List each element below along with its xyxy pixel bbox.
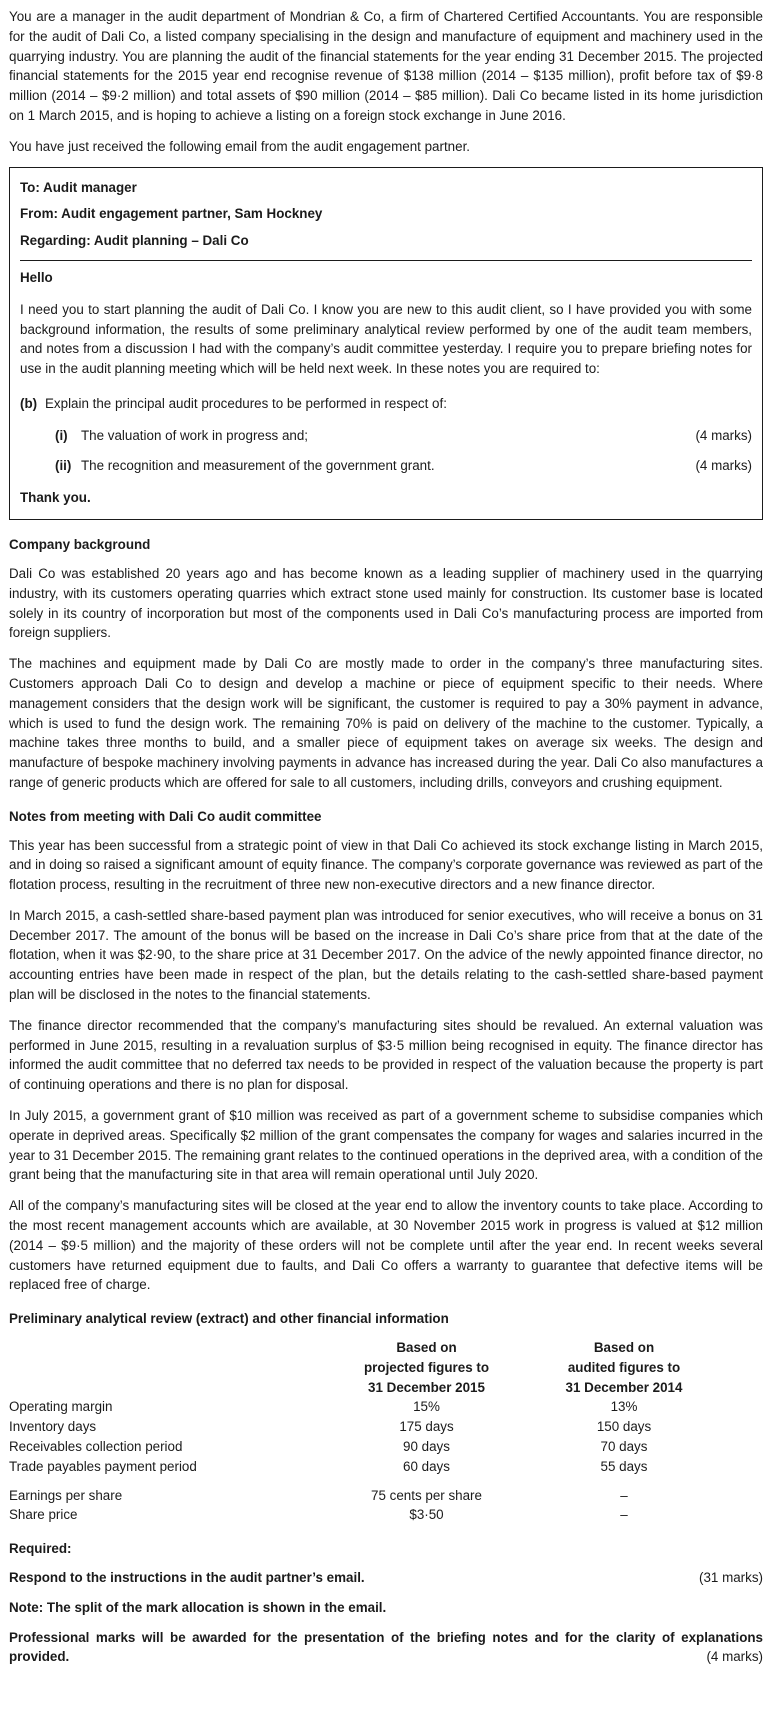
table-header-row: [9, 1338, 763, 1397]
committee-notes-paragraph-4: In July 2015, a government grant of $10 million was received as part of a government scheme to subsidise companies which operate in deprived areas. Specifically $2 million of the grant compensates the company for wages and salaries incurred in the year to 31 December 2015. The remaining grant relates to the continued operations in the deprived area, with a condition of the grant being that the manufacturing site in that area will remain operational until July 2020.: [9, 1108, 763, 1183]
committee-notes-paragraph-3: The finance director recommended that the company’s manufacturing sites should be revalued. An external valuation was performed in June 2015, resulting in a revaluation surplus of $3·5 million being recognised in equity. The finance director has informed the audit committee that no deferred tax needs to be provided in respect of the valuation because the property is part of continuing operations and there is no plan for disposal.: [9, 1017, 763, 1093]
heading-company-background: Company background: [9, 537, 151, 553]
requirement-b-ii-id: (ii): [55, 457, 72, 473]
company-background-paragraph-2: The machines and equipment made by Dali Co are mostly made to order in the company’s three manufacturing sites. Customers approach Dali Co to design and develop a machine or piece of equipment specific to their needs. Where management considers that the design work will be significant, the customer is required to pay a 30% payment in advance, which is used to fund the design work. The remaining 70% is paid on delivery of the machine to the customer. Typically, a machine takes three months to build, and a smaller piece of equipment takes on average six weeks. The design and manufacture of bespoke machinery involving payments in advance has increased during the year. Dali Co also manufactures a range of generic products which are offered for sale to all customers, including drills, conveyors and crushing equipment.: [9, 656, 763, 790]
row-value-2015: 75 cents per share: [371, 1487, 482, 1503]
row-value-2014: –: [620, 1487, 628, 1503]
requirement-b: [20, 394, 752, 414]
row-value-2015: 175 days: [399, 1419, 454, 1435]
requirement-b-id: (b): [20, 395, 38, 411]
requirement-b-i-text: The valuation of work in progress and;: [81, 427, 309, 443]
row-value-2015: $3·50: [409, 1507, 444, 1523]
analytical-review-table: [9, 1338, 763, 1525]
table-header-2014-line3: 31 December 2014: [565, 1379, 683, 1395]
email-box: [9, 167, 763, 521]
table-header-2015: [304, 1338, 549, 1397]
required-item-respond-text: Respond to the instructions in the audit partner’s email.: [9, 1570, 365, 1585]
row-value-2014: 70 days: [600, 1439, 648, 1455]
row-value-2015: 60 days: [403, 1458, 450, 1474]
committee-notes-paragraph-1: This year has been successful from a strategic point of view in that Dali Co achieved its stock exchange listing in March 2015, and in doing so raised a significant amount of equity finance. The company’s corporate governance was reviewed as part of the flotation process, resulting in the recruitment of three new non-executive directors and a new finance director.: [9, 837, 763, 893]
table-header-empty: [9, 1338, 304, 1397]
email-body-paragraph: I need you to start planning the audit of Dali Co. I know you are new to this audit client, so I have provided you with some background information, the results of some preliminary analytical review performed by one of the audit team members, and notes from a discussion I had with the company’s audit committee yesterday. I require you to prepare briefing notes for use in the audit planning meeting which will be held next week. In these notes you are required to:: [20, 301, 752, 377]
row-label: Inventory days: [9, 1419, 97, 1435]
required-item-note-text: Note: The split of the mark allocation is shown in the email.: [9, 1599, 387, 1615]
table-gap: [9, 1477, 763, 1486]
table-header-2015-line3: 31 December 2015: [368, 1379, 485, 1395]
table-row-operating-margin: [9, 1397, 763, 1417]
table-header-2015-line1: Based on: [396, 1340, 457, 1356]
company-background-paragraph-1: Dali Co was established 20 years ago and has become known as a leading supplier of machinery used in the quarrying industry, with its customers operating quarries which extract stone used mainly for construction. Its customer base is located solely in its country of incorporation but most of the components used in Dali Co’s manufacturing process are imported from foreign suppliers.: [9, 565, 763, 641]
email-regarding-line: Regarding: Audit planning – Dali Co: [20, 233, 249, 249]
heading-audit-committee-notes: Notes from meeting with Dali Co audit committee: [9, 808, 322, 824]
row-value-2014: –: [620, 1507, 628, 1523]
requirement-b-ii-marks: (4 marks): [695, 457, 752, 473]
row-label: Operating margin: [9, 1399, 113, 1415]
table-row-inventory-days: [9, 1417, 763, 1437]
row-value-2015: 90 days: [403, 1439, 450, 1455]
requirement-b-text: Explain the principal audit procedures to be performed in respect of:: [45, 395, 447, 411]
email-signoff: Thank you.: [20, 490, 91, 506]
table-row-share-price: [9, 1505, 763, 1525]
intro-paragraph: You are a manager in the audit department of Mondrian & Co, a firm of Chartered Certified Accountants. You are responsible for the audit of Dali Co, a listed company specialising in the design and manufacture of equipment and machinery used in the quarrying industry. You are planning the audit of the financial statements for the year ending 31 December 2015. The projected financial statements for the 2015 year end recognise revenue of $138 million (2014 – $135 million), profit before tax of $9·8 million (2014 – $9·2 million) and total assets of $90 million (2014 – $85 million). Dali Co became listed in its home jurisdiction on 1 March 2015, and is hoping to achieve a listing on a foreign stock exchange in June 2016.: [9, 9, 763, 123]
requirement-b-i-id: (i): [55, 427, 68, 443]
required-item-professional-marks: [9, 1628, 763, 1668]
committee-notes-paragraph-2: In March 2015, a cash-settled share-based payment plan was introduced for senior executives, who will receive a bonus on 31 December 2017. The amount of the bonus will be based on the increase in Dali Co’s share price from that at the date of the flotation, when it was $2·90, to the share price at 31 December 2017. On the advice of the newly appointed finance director, no accounting entries have been made in respect of the plan, but the details relating to the cash-settled share-based payment plan will be disclosed in the notes to the financial statements.: [9, 907, 763, 1003]
table-header-2014: [549, 1338, 699, 1397]
requirement-b-i: [20, 426, 752, 446]
row-label: Trade payables payment period: [9, 1458, 197, 1474]
requirement-b-ii-text: The recognition and measurement of the government grant.: [81, 457, 435, 473]
email-greeting: Hello: [20, 269, 53, 285]
required-item-respond: [9, 1568, 763, 1588]
requirement-b-i-marks: (4 marks): [695, 427, 752, 443]
row-value-2014: 13%: [610, 1399, 638, 1415]
required-item-respond-marks: (31 marks): [699, 1570, 763, 1585]
table-header-2015-line2: projected figures to: [364, 1359, 489, 1375]
email-lead-in: You have just received the following email from the audit engagement partner.: [9, 138, 471, 154]
table-row-eps: [9, 1486, 763, 1506]
committee-notes-paragraph-5: All of the company’s manufacturing sites will be closed at the year end to allow the inventory counts to take place. According to the most recent management accounts which are available, at 30 November 2015 work in progress is valued at $12 million (2014 – $9·5 million) and the majority of these orders will not be complete until after the year end. In recent weeks several customers have returned equipment due to faults, and Dali Co offers a warranty to guarantee that defective items will be replaced free of charge.: [9, 1198, 763, 1293]
heading-required: Required:: [9, 1541, 72, 1557]
row-label: Earnings per share: [9, 1487, 123, 1503]
row-value-2015: 15%: [413, 1399, 440, 1415]
table-row-payables-period: [9, 1457, 763, 1477]
row-label: Receivables collection period: [9, 1439, 183, 1455]
email-from-line: From: Audit engagement partner, Sam Hockney: [20, 206, 323, 222]
table-row-receivables-period: [9, 1437, 763, 1457]
heading-analytical-review: Preliminary analytical review (extract) and other financial information: [9, 1311, 449, 1327]
row-value-2014: 150 days: [596, 1419, 652, 1435]
email-to-line: To: Audit manager: [20, 179, 137, 195]
required-item-professional-marks-marks: (4 marks): [706, 1649, 763, 1665]
row-value-2014: 55 days: [600, 1458, 648, 1474]
requirement-b-ii: [20, 456, 752, 476]
required-item-professional-marks-text: Professional marks will be awarded for the presentation of the briefing notes and for the clarity of explanations provided.: [9, 1629, 763, 1665]
required-item-note: [9, 1598, 763, 1618]
table-header-2014-line1: Based on: [593, 1340, 655, 1356]
table-header-2014-line2: audited figures to: [567, 1359, 681, 1375]
row-label: Share price: [9, 1507, 78, 1523]
